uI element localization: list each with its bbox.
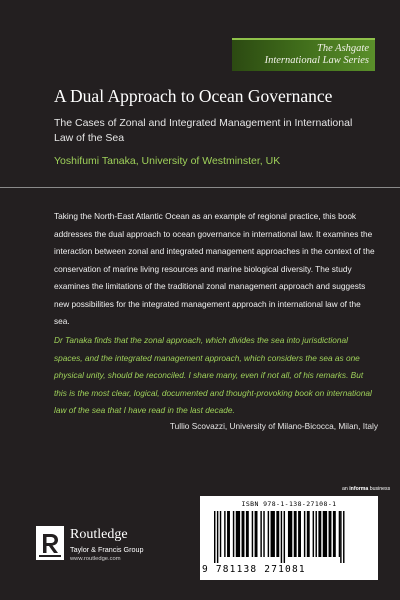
series-line-2: International Law Series (264, 55, 369, 66)
isbn-label: ISBN 978-1-138-27108-1 (241, 500, 337, 508)
book-subtitle: The Cases of Zonal and Integrated Management in International Law of the Sea (54, 117, 353, 144)
barcode-bar (318, 511, 321, 557)
informa-business-tag (342, 486, 390, 492)
series-line-1: The Ashgate (316, 43, 369, 54)
publisher-group: Taylor & Francis Group (70, 545, 144, 554)
barcode-bar (316, 511, 317, 557)
barcode-bar (284, 511, 285, 563)
barcode-bar (236, 511, 240, 557)
barcode-bar (217, 511, 218, 563)
barcode-bar (260, 511, 261, 557)
barcode-bar (298, 511, 301, 557)
book-title: A Dual Approach to Ocean Governance (54, 86, 333, 106)
barcode-digits: 9 781138 271081 (202, 564, 306, 575)
barcode-bar (333, 511, 336, 557)
barcode-bar (288, 511, 292, 557)
barcode-bar (268, 511, 269, 557)
review-attribution: Tullio Scovazzi, University of Milano-Bicocca, Milan, Italy (169, 421, 378, 431)
barcode-bar (227, 511, 230, 557)
barcode-bar (307, 511, 310, 557)
routledge-logo-icon (36, 526, 64, 560)
barcode-bar (329, 511, 332, 557)
book-author: Yoshifumi Tanaka, University of Westminster, UK (54, 155, 281, 167)
barcode-bar (304, 511, 305, 557)
isbn-barcode (200, 496, 378, 580)
barcode-bar (294, 511, 297, 557)
barcode-bar (252, 511, 253, 557)
publisher-url[interactable]: www.routledge.com (70, 556, 121, 562)
publisher-name: Routledge (70, 527, 128, 542)
barcode-bars-icon (212, 511, 370, 563)
informa-brand: informa (349, 486, 369, 492)
barcode-bar (246, 511, 249, 557)
barcode-bar (340, 511, 341, 563)
barcode-bar (224, 511, 225, 557)
barcode-bar (214, 511, 215, 563)
barcode-bar (220, 511, 221, 557)
informa-suffix: business (369, 486, 391, 492)
series-name (265, 43, 369, 67)
barcode-bar (271, 511, 275, 557)
book-description: Taking the North-East Atlantic Ocean as an example of regional practice, this book addresses the dual approach to ocean governance in international law. It examines the interaction between zonal and integrated management approaches in the context of the conservation of marine living resources and marine biological diversity. The study examines the limitations of the traditional zonal management approach and suggests new possibilities for the integrated management approach in international law of the sea. (54, 211, 375, 326)
barcode-bar (233, 511, 234, 557)
series-banner (232, 38, 375, 71)
barcode-bar (255, 511, 258, 557)
barcode-bar (281, 511, 282, 563)
barcode-bar (276, 511, 279, 557)
barcode-bar (263, 511, 264, 557)
barcode-bar (313, 511, 314, 557)
barcode-bar (323, 511, 327, 557)
barcode-bar (343, 511, 344, 563)
barcode-bar (242, 511, 245, 557)
review-quote: Dr Tanaka finds that the zonal approach, which divides the sea into jurisdictional spaces, and the integrated management approach, which considers the sea as one physical unity, should be reconciled. I share many, even if not all, of his remarks. But this is the most clear, logical, documented and thought-provoking book on international law of the sea that I have read in the last decade. (54, 335, 372, 415)
informa-prefix: an (342, 486, 348, 492)
barcode-bar (339, 511, 340, 557)
divider (0, 187, 400, 188)
publisher-logo-block (36, 526, 196, 574)
